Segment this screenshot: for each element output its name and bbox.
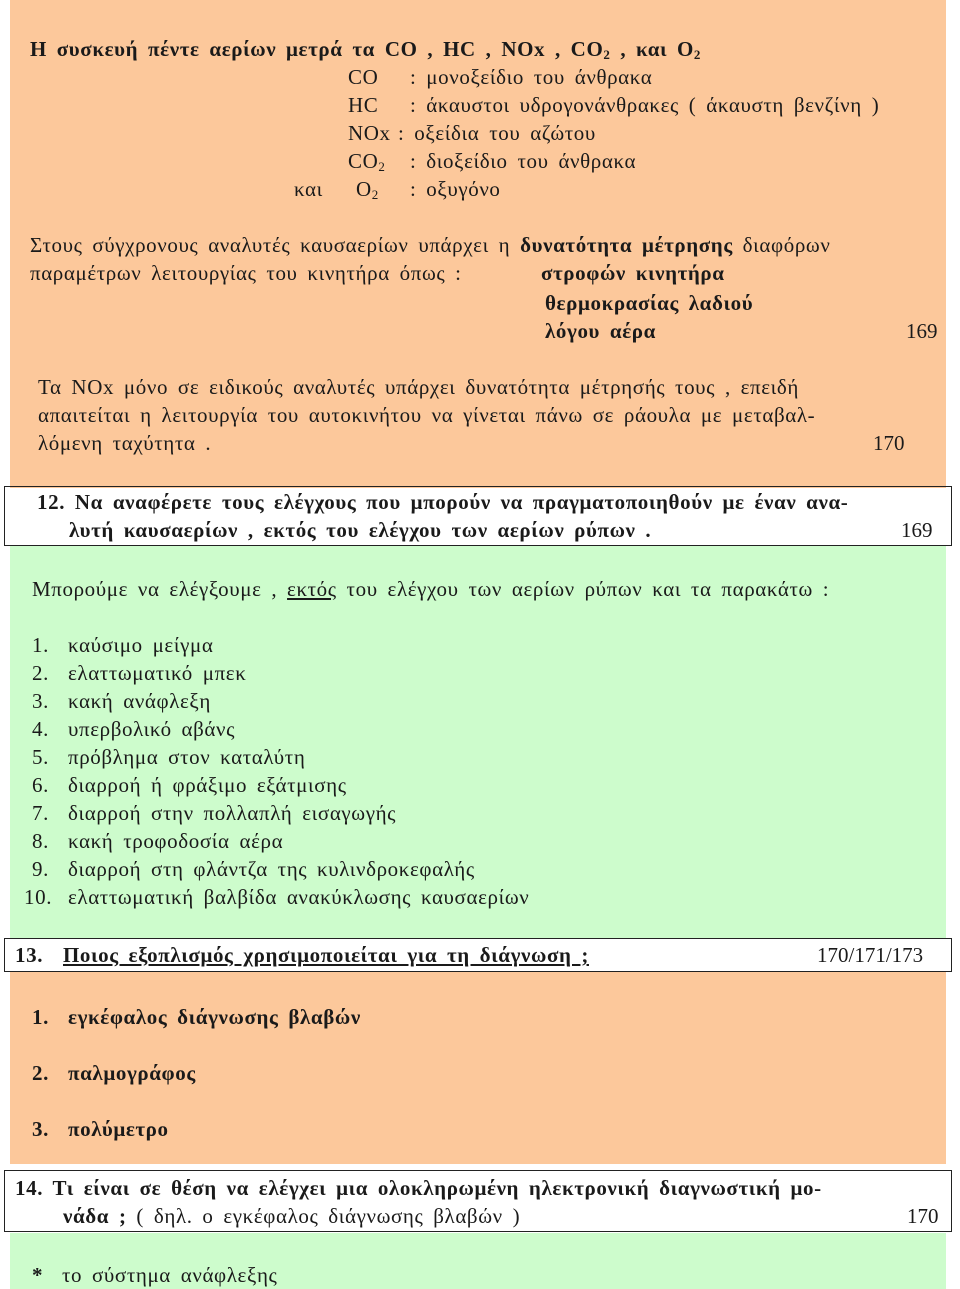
question-12-line-2: λυτή καυσαερίων , εκτός του ελέγχου των αερίων ρύπων . [69, 518, 652, 542]
question-14-line-2: νάδα ; ( δηλ. ο εγκέφαλος διάγνωσης βλαβών ) [63, 1204, 521, 1228]
gas-code: NOx [348, 121, 391, 145]
page-ref: 169 [901, 518, 933, 542]
gas-desc: : οξείδια του αζώτου [398, 121, 596, 145]
gas-desc: : διοξείδιο του άνθρακα [410, 149, 637, 173]
question-13-number: 13. [15, 943, 44, 967]
intro-line: Η συσκευή πέντε αερίων μετρά τα CO , HC , NOx , $CO_2$ , και $O_2$ [30, 37, 702, 62]
analyzers-line-1: Στους σύγχρονους αναλυτές καυσαερίων υπάρχει η δυνατότητα μέτρησης διαφόρων [30, 233, 831, 257]
gas-desc: : οξυγόνο [410, 177, 501, 201]
param-air-ratio: λόγου αέρα [545, 319, 656, 343]
question-12-box [4, 486, 952, 546]
gas-desc: : άκαυστοι υδρογονάνθρακες ( άκαυστη βενζίνη ) [410, 93, 880, 117]
gas-code: $CO_2$ [348, 149, 386, 174]
nox-line-2: απαιτείται η λειτουργία του αυτοκινήτου να γίνεται πάνω σε ράουλα με μεταβαλ- [38, 403, 816, 427]
nox-line-1: Τα NOx μόνο σε ειδικούς αναλυτές υπάρχει δυνατότητα μέτρησής τους , επειδή [38, 375, 800, 399]
question-14-line-1: 14. Τι είναι σε θέση να ελέγχει μια ολοκληρωμένη ηλεκτρονική διαγνωστική μο- [15, 1176, 822, 1200]
gas-code: $O_2$ [356, 177, 379, 202]
question-13-text: Ποιος εξοπλισμός χρησιμοποιείται για τη διάγνωση ; [63, 943, 589, 967]
gas-prefix: και [294, 177, 323, 201]
analyzers-line-2: παραμέτρων λειτουργίας του κινητήρα όπως : [30, 261, 462, 285]
question-12-line-1: 12. Να αναφέρετε τους ελέγχους που μπορούν να πραγματοποιηθούν με έναν ανα- [37, 490, 849, 514]
nox-line-3: λόμενη ταχύτητα . [38, 431, 212, 455]
param-oil-temp: θερμοκρασίας λαδιού [545, 291, 754, 315]
param-rpm: στροφών κινητήρα [541, 261, 725, 285]
bullet-asterisk: * [32, 1263, 44, 1287]
question-13-box [4, 938, 952, 972]
answer-12-intro: Μπορούμε να ελέγξουμε , εκτός του ελέγχου των αερίων ρύπων και τα παρακάτω : [32, 577, 830, 601]
page-ref: 170 [907, 1204, 939, 1228]
gas-desc: : μονοξείδιο του άνθρακα [410, 65, 653, 89]
page-ref: 170 [873, 431, 905, 455]
gas-code: CO [348, 65, 379, 89]
page-ref: 170/171/173 [817, 943, 924, 967]
question-14-box [4, 1170, 952, 1232]
page-ref: 169 [906, 319, 938, 343]
gas-code: HC [348, 93, 379, 117]
